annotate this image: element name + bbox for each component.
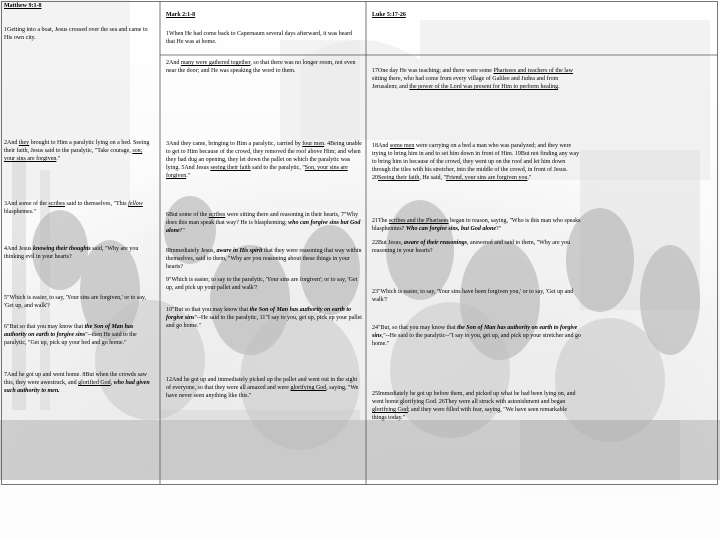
verse-block <box>166 247 362 271</box>
verse-text: 7And he got up and went home. 8But when the crowds saw this, they were awestruck, and <box>4 372 147 386</box>
verse-text: , so that there was no longer room, not even near the door; and He was speaking the word to them. <box>166 60 356 74</box>
verse-text: , He said, " <box>419 175 446 181</box>
verse-text: 6"But so that you may know that <box>4 324 85 330</box>
verse-text: 25Immediately he got up before them, and picked up what he had been lying on, and went home glorifying God. 26They were all struck with astonishment and began <box>372 391 576 405</box>
verse-text: brought to Him a paralytic lying on a bed. Seeing their faith, Jesus said to the paralytic, "Take courage, <box>4 140 150 154</box>
verse-text: 8Immediately Jesus, <box>166 248 217 254</box>
verse-text: 4And Jesus <box>4 246 34 252</box>
verse-text: Seeing their faith <box>378 175 420 181</box>
verse-block <box>166 211 362 235</box>
verse-text: four men <box>302 141 325 147</box>
verse-text: aware of their reasonings <box>403 240 468 246</box>
verse-text: , saying, "We have never seen anything like this." <box>166 385 359 399</box>
verse-text: ?" <box>496 226 502 232</box>
verse-text: blasphemes." <box>4 209 36 215</box>
verse-text: some men <box>389 143 415 149</box>
verse-text: 3And some of the <box>4 201 49 207</box>
verse-text: 3And they came, bringing to Him a paralytic, carried by <box>166 141 303 147</box>
verse-text: ." <box>56 156 61 162</box>
verse-text: . <box>558 84 560 90</box>
column-header-matthew: Matthew 9:1-8 <box>4 3 42 9</box>
verse-text: 24"But, so that you may know that <box>372 325 458 331</box>
verse-text: son; your sins are forgiven <box>4 148 143 162</box>
verse-text: scribes and the Pharisees <box>388 218 449 224</box>
verse-text: said to the paralytic, " <box>250 165 305 171</box>
verse-block <box>166 276 362 292</box>
verse-text: 2And <box>166 60 181 66</box>
verse-text: knowing their thoughts <box>33 246 91 252</box>
verse-text: scribes <box>208 212 226 218</box>
verse-text: ?" <box>179 228 185 234</box>
verse-text: 2And <box>4 140 19 146</box>
verse-text: they <box>18 140 30 146</box>
verse-block <box>372 239 582 255</box>
verse-text: 9"Which is easier, to say to the paralytic, 'Your sins are forgiven'; or to say, 'Get up, and pick up your pallet and walk'? <box>166 277 358 291</box>
verse-text: were carrying on a bed a man who was paralyzed; and they were trying to bring him in and to set him down in front of Him. 19But not finding any way to bring him in because of the crowd, they went up on the roof and let him down through the tiles with his stretcher, into the middle of the crowd, in front of Jesus. 20 <box>372 143 580 181</box>
verse-text: "--He said to the paralytic, 11"I say to you, get up, pick up your pallet and go home." <box>166 315 362 329</box>
verse-text: began to reason, saying, "Who is this man who speaks blasphemies? <box>372 218 581 232</box>
verse-text: who can forgive sins but God alone <box>166 220 361 234</box>
verse-text: 5"Which is easier, to say, 'Your sins are forgiven,' or to say, 'Get up, and walk'? <box>4 295 147 309</box>
verse-block <box>4 26 154 42</box>
verse-block <box>4 294 154 310</box>
verse-text: 22But Jesus, <box>372 240 404 246</box>
verse-block <box>4 323 154 347</box>
verse-text: 23"Which is easier, to say, 'Your sins have been forgiven you,' or to say, 'Get up and walk'? <box>372 289 574 303</box>
verse-text: 12And he got up and immediately picked up the pallet and went out in the sight of everyone, so that they were all amazed and were <box>166 377 358 391</box>
verse-text: that they were reasoning that way within themselves, said to them, "Why are you reasoning about these things in your hearts? <box>166 248 362 270</box>
verse-block <box>4 371 154 395</box>
verse-text: were sitting there and reasoning in their hearts, 7"Why does this man speak that way? He is blaspheming; <box>166 212 359 226</box>
verse-block <box>166 59 362 75</box>
verse-block <box>372 390 582 422</box>
verse-text: 18And <box>372 143 390 149</box>
verse-text: sitting there, who had come from every village of Galilee and Judea and from Jerusalem; and <box>372 76 559 90</box>
verse-text: Pharisees and teachers of the law <box>493 68 573 74</box>
verse-block <box>372 324 582 348</box>
verse-text: many were gathered together <box>180 60 251 66</box>
verse-text: 1When He had come back to Capernaum several days afterward, it was heard that He was at home. <box>166 31 353 45</box>
verse-text: 6But some of the <box>166 212 209 218</box>
verse-block <box>166 306 362 330</box>
verse-text: , answered and said to them, "Why are you reasoning in your hearts? <box>372 240 571 254</box>
verse-text: Who can forgive sins, but God alone <box>405 226 497 232</box>
verse-block <box>4 200 154 216</box>
verse-text: the Son of Man has authority on earth to forgive sins <box>166 307 351 321</box>
verse-text: aware in His spirit <box>216 248 263 254</box>
verse-text: who had given such authority to men. <box>4 380 150 394</box>
verse-text: 17One day He was teaching; and there were some <box>372 68 494 74</box>
verse-text: . 4Being unable to get to Him because of the crowd, they removed the roof above Him; and when they had dug an opening, they let down the pallet on which the paralytic was lying. 5And Jesus <box>166 141 362 171</box>
verse-text: glorified God <box>78 380 111 386</box>
verse-text: glorifying God <box>290 385 327 391</box>
verse-block <box>372 142 582 182</box>
verse-text: ." <box>186 173 191 179</box>
verse-text: said, "Why are you thinking evil in your hearts? <box>4 246 139 260</box>
verse-text: ; and they were filled with fear, saying, "We have seen remarkable things today." <box>372 407 568 421</box>
verse-block <box>372 67 582 91</box>
verse-text: fellow <box>128 201 143 207</box>
verse-text: 21The <box>372 218 389 224</box>
verse-text: ." <box>527 175 532 181</box>
verse-text: Friend, your sins are forgiven you <box>445 175 528 181</box>
verse-block <box>4 139 154 163</box>
column-header-luke: Luke 5:17-26 <box>372 12 406 18</box>
verse-block <box>166 376 362 400</box>
verse-text: ,"--He said to the paralytic--"I say to you, get up, and pick up your stretcher and go home." <box>372 333 582 347</box>
verse-text: Son, your sins are forgiven <box>166 165 348 179</box>
verse-text: glorifying God <box>372 407 408 413</box>
verse-text: 1Getting into a boat, Jesus crossed over the sea and came to His own city. <box>4 27 148 41</box>
verse-text: the Son of Man has authority on earth to forgive sins <box>372 325 578 339</box>
verse-text: 10"But so that you may know that <box>166 307 250 313</box>
verse-block <box>166 30 362 46</box>
verse-block <box>4 245 154 261</box>
verse-text: seeing their faith <box>210 165 251 171</box>
verse-text: the power of the Lord was present for Him to perform healing <box>409 84 559 90</box>
verse-block <box>372 288 582 304</box>
verse-block <box>166 140 362 180</box>
column-header-mark: Mark 2:1-8 <box>166 12 196 18</box>
verse-text: said to themselves, "This <box>65 201 129 207</box>
verse-text: the Son of Man has authority on earth to forgive sins <box>4 324 134 338</box>
verse-block <box>372 217 582 233</box>
verse-text: scribes <box>48 201 65 207</box>
verse-text: , <box>110 380 114 386</box>
verse-text: "--then He said to the paralytic, "Get up, pick up your bed and go home." <box>4 332 137 346</box>
